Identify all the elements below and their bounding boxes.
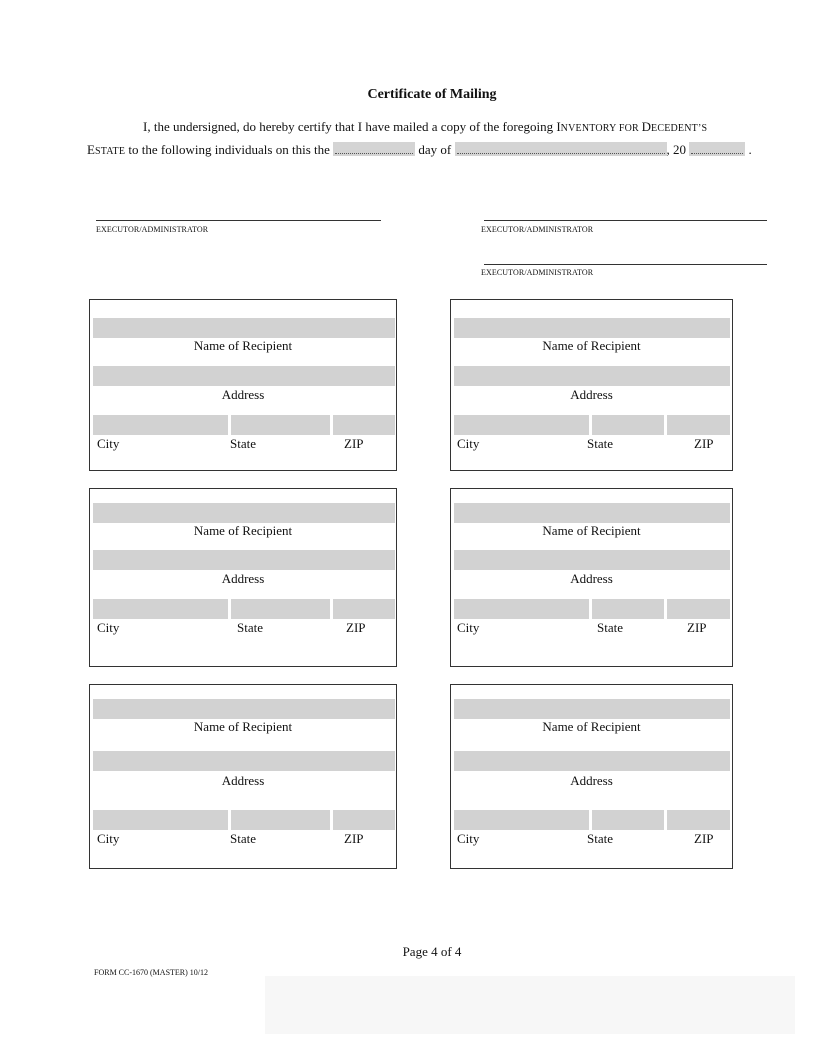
city-input[interactable] — [93, 415, 228, 435]
address-label: Address — [221, 387, 265, 402]
state-label: State — [230, 436, 256, 451]
zip-input[interactable] — [333, 810, 395, 830]
city-label: City — [97, 831, 120, 846]
name-input[interactable] — [93, 503, 395, 523]
page-title: Certificate of Mailing — [367, 87, 497, 102]
recipient-box-1 — [89, 299, 397, 471]
signature-line-left[interactable] — [96, 220, 381, 221]
name-label: Name of Recipient — [542, 338, 641, 353]
name-input[interactable] — [454, 699, 730, 719]
address-input[interactable] — [93, 366, 395, 386]
address-input[interactable] — [93, 550, 395, 570]
zip-input[interactable] — [333, 415, 395, 435]
signature-label-right-1: EXECUTOR/ADMINISTRATOR — [481, 225, 594, 234]
signature-label-right-2: EXECUTOR/ADMINISTRATOR — [481, 268, 594, 277]
address-input[interactable] — [454, 751, 730, 771]
state-input[interactable] — [231, 599, 330, 619]
city-input[interactable] — [454, 599, 589, 619]
zip-input[interactable] — [667, 599, 730, 619]
zip-input[interactable] — [667, 415, 730, 435]
city-label: City — [97, 436, 120, 451]
city-input[interactable] — [454, 415, 589, 435]
signature-line-right-2[interactable] — [484, 264, 767, 265]
page-number: Page 4 of 4 — [402, 944, 462, 959]
state-input[interactable] — [231, 810, 330, 830]
address-label: Address — [221, 571, 265, 586]
zip-label: ZIP — [687, 620, 707, 635]
city-input[interactable] — [454, 810, 589, 830]
city-label: City — [457, 436, 480, 451]
state-label: State — [597, 620, 623, 635]
recipient-box-6 — [450, 684, 733, 869]
city-label: City — [457, 620, 480, 635]
zip-label: ZIP — [344, 436, 364, 451]
zip-input[interactable] — [667, 810, 730, 830]
state-input[interactable] — [231, 415, 330, 435]
zip-label: ZIP — [694, 436, 714, 451]
state-input[interactable] — [592, 415, 664, 435]
address-input[interactable] — [454, 550, 730, 570]
month-field[interactable] — [455, 142, 667, 156]
scan-artifact — [265, 976, 795, 1034]
name-label: Name of Recipient — [193, 719, 293, 734]
recipient-box-5 — [89, 684, 397, 869]
state-label: State — [230, 831, 256, 846]
city-label: City — [457, 831, 480, 846]
name-label: Name of Recipient — [193, 338, 293, 353]
signature-line-right-1[interactable] — [484, 220, 767, 221]
address-label: Address — [570, 387, 613, 402]
state-label: State — [237, 620, 263, 635]
name-input[interactable] — [454, 503, 730, 523]
zip-label: ZIP — [344, 831, 364, 846]
day-field[interactable] — [333, 142, 415, 156]
name-input[interactable] — [93, 318, 395, 338]
address-input[interactable] — [454, 366, 730, 386]
zip-label: ZIP — [346, 620, 366, 635]
name-label: Name of Recipient — [193, 523, 293, 538]
address-label: Address — [221, 773, 265, 788]
zip-label: ZIP — [694, 831, 714, 846]
name-input[interactable] — [454, 318, 730, 338]
city-input[interactable] — [93, 599, 228, 619]
address-label: Address — [570, 773, 613, 788]
name-label: Name of Recipient — [542, 523, 641, 538]
recipient-box-4 — [450, 488, 733, 667]
name-label: Name of Recipient — [542, 719, 641, 734]
year-field[interactable] — [689, 142, 745, 156]
state-label: State — [587, 436, 613, 451]
certification-text-line-1: I, the undersigned, do hereby certify that I have mailed a copy of the foregoing INVENTORY FOR DECEDENT’S — [143, 119, 708, 134]
address-input[interactable] — [93, 751, 395, 771]
city-input[interactable] — [93, 810, 228, 830]
form-identifier: FORM CC-1670 (MASTER) 10/12 — [94, 968, 209, 977]
city-label: City — [97, 620, 120, 635]
address-label: Address — [570, 571, 613, 586]
signature-label-left: EXECUTOR/ADMINISTRATOR — [96, 225, 209, 234]
name-input[interactable] — [93, 699, 395, 719]
state-input[interactable] — [592, 599, 664, 619]
recipient-box-2 — [450, 299, 733, 471]
certification-text-line-2: ESTATE to the following individuals on this the day of , 20 . — [87, 142, 752, 157]
state-input[interactable] — [592, 810, 664, 830]
recipient-box-3 — [89, 488, 397, 667]
state-label: State — [587, 831, 613, 846]
zip-input[interactable] — [333, 599, 395, 619]
